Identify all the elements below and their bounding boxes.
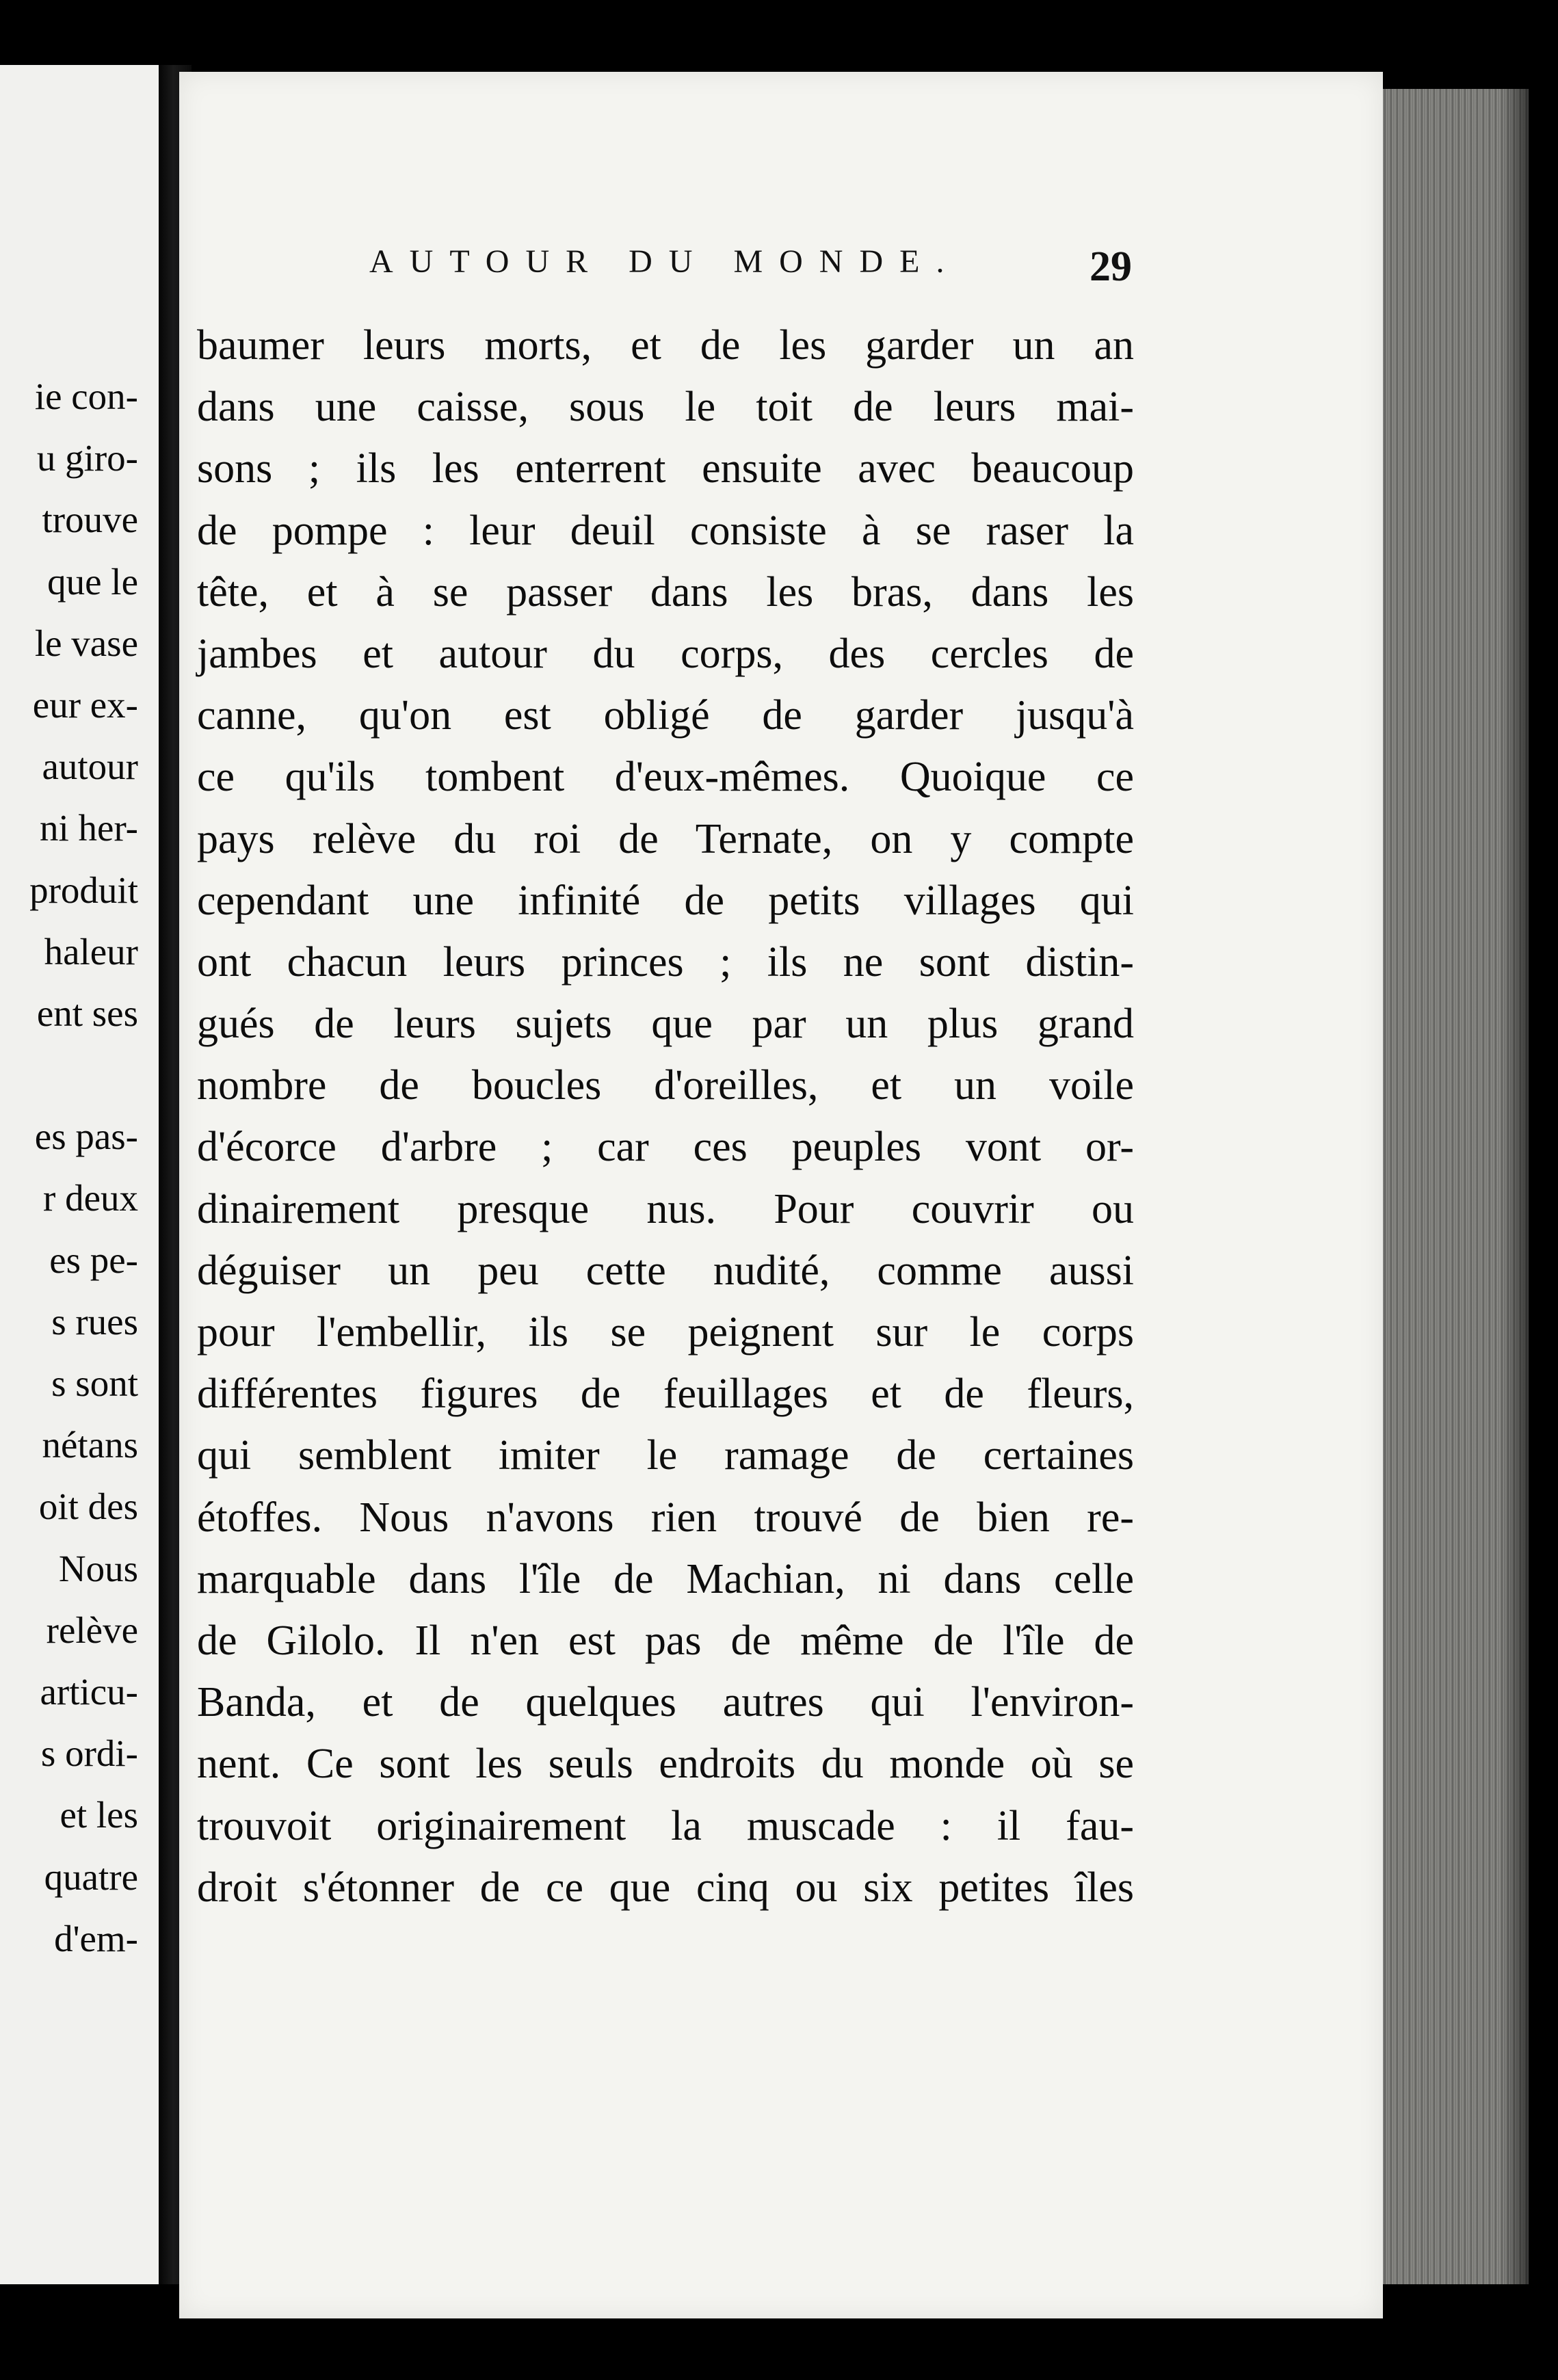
text-line: canne, qu'on est obligé de garder jusqu'à (197, 692, 1134, 739)
text-line: droit s'étonner de ce que cinq ou six petites îles (197, 1864, 1134, 1911)
text-line: tête, et à se passer dans les bras, dans les (197, 568, 1134, 616)
text-line: marquable dans l'île de Machian, ni dans celle (197, 1555, 1134, 1602)
text-line: différentes figures de feuillages et de fleurs, (197, 1371, 1134, 1418)
previous-page-line: le vase (34, 622, 138, 664)
text-line: d'écorce d'arbre ; car ces peuples vont or- (197, 1124, 1134, 1171)
page-body-text (197, 315, 1134, 1918)
previous-page-text (29, 366, 138, 1970)
previous-page-fragment (0, 65, 159, 2284)
text-line: de pompe : leur deuil consiste à se raser la (197, 507, 1134, 554)
text-line: ce qu'ils tombent d'eux-mêmes. Quoique ce (197, 754, 1134, 801)
previous-page-line: ent ses (36, 992, 138, 1034)
text-line: sons ; ils les enterrent ensuite avec beaucoup (197, 445, 1134, 492)
text-line: nombre de boucles d'oreilles, et un voile (197, 1062, 1134, 1109)
previous-page-line: que le (47, 560, 138, 603)
text-line: cependant une infinité de petits villages qui (197, 877, 1134, 924)
previous-page-line: articu- (40, 1670, 138, 1713)
text-line: trouvoit originairement la muscade : il fau- (197, 1802, 1134, 1849)
previous-page-line: produit (29, 869, 138, 911)
previous-page-line: trouve (42, 499, 138, 541)
text-line: baumer leurs morts, et de les garder un an (197, 322, 1134, 369)
text-line: ont chacun leurs princes ; ils ne sont distin- (197, 938, 1134, 986)
previous-page-line: es pas- (34, 1115, 138, 1158)
previous-page-line: s sont (51, 1362, 138, 1404)
previous-page-line: es pe- (49, 1239, 138, 1281)
previous-page-line: quatre (44, 1855, 138, 1898)
text-line: pour l'embellir, ils se peignent sur le corps (197, 1309, 1134, 1356)
previous-page-line: haleur (44, 930, 138, 973)
previous-page-line: Nous (58, 1547, 138, 1589)
text-line: dans une caisse, sous le toit de leurs mai- (197, 384, 1134, 431)
text-line: de Gilolo. Il n'en est pas de même de l'île de (197, 1617, 1134, 1664)
text-line: étoffes. Nous n'avons rien trouvé de bien re- (197, 1494, 1134, 1541)
previous-page-line: d'em- (54, 1917, 138, 1959)
text-line: pays relève du roi de Ternate, on y compte (197, 815, 1134, 862)
previous-page-line: r deux (43, 1177, 138, 1219)
text-line: déguiser un peu cette nudité, comme aussi (197, 1247, 1134, 1294)
previous-page-line: s rues (51, 1300, 138, 1343)
text-line: qui semblent imiter le ramage de certaines (197, 1432, 1134, 1479)
previous-page-line: et les (60, 1794, 138, 1836)
page-edges (1375, 89, 1529, 2284)
previous-page-line: ie con- (34, 375, 138, 417)
previous-page-line: eur ex- (32, 683, 138, 726)
text-line: gués de leurs sujets que par un plus grand (197, 1001, 1134, 1048)
previous-page-line: s ordi- (40, 1732, 138, 1775)
previous-page-line: autour (42, 745, 138, 788)
previous-page-line: ni her- (40, 807, 138, 849)
previous-page-line (29, 1044, 138, 1106)
text-line: nent. Ce sont les seuls endroits du monde où se (197, 1741, 1134, 1788)
previous-page-line: oit des (38, 1485, 138, 1528)
previous-page-line: nétans (42, 1424, 138, 1466)
running-head: AUTOUR DU MONDE. (369, 243, 961, 280)
text-line: jambes et autour du corps, des cercles de (197, 630, 1134, 677)
previous-page-line: u giro- (36, 437, 138, 479)
text-line: Banda, et de quelques autres qui l'environ- (197, 1679, 1134, 1726)
text-line: dinairement presque nus. Pour couvrir ou (197, 1185, 1134, 1232)
previous-page-line: relève (46, 1609, 138, 1651)
page-number: 29 (1090, 243, 1132, 290)
